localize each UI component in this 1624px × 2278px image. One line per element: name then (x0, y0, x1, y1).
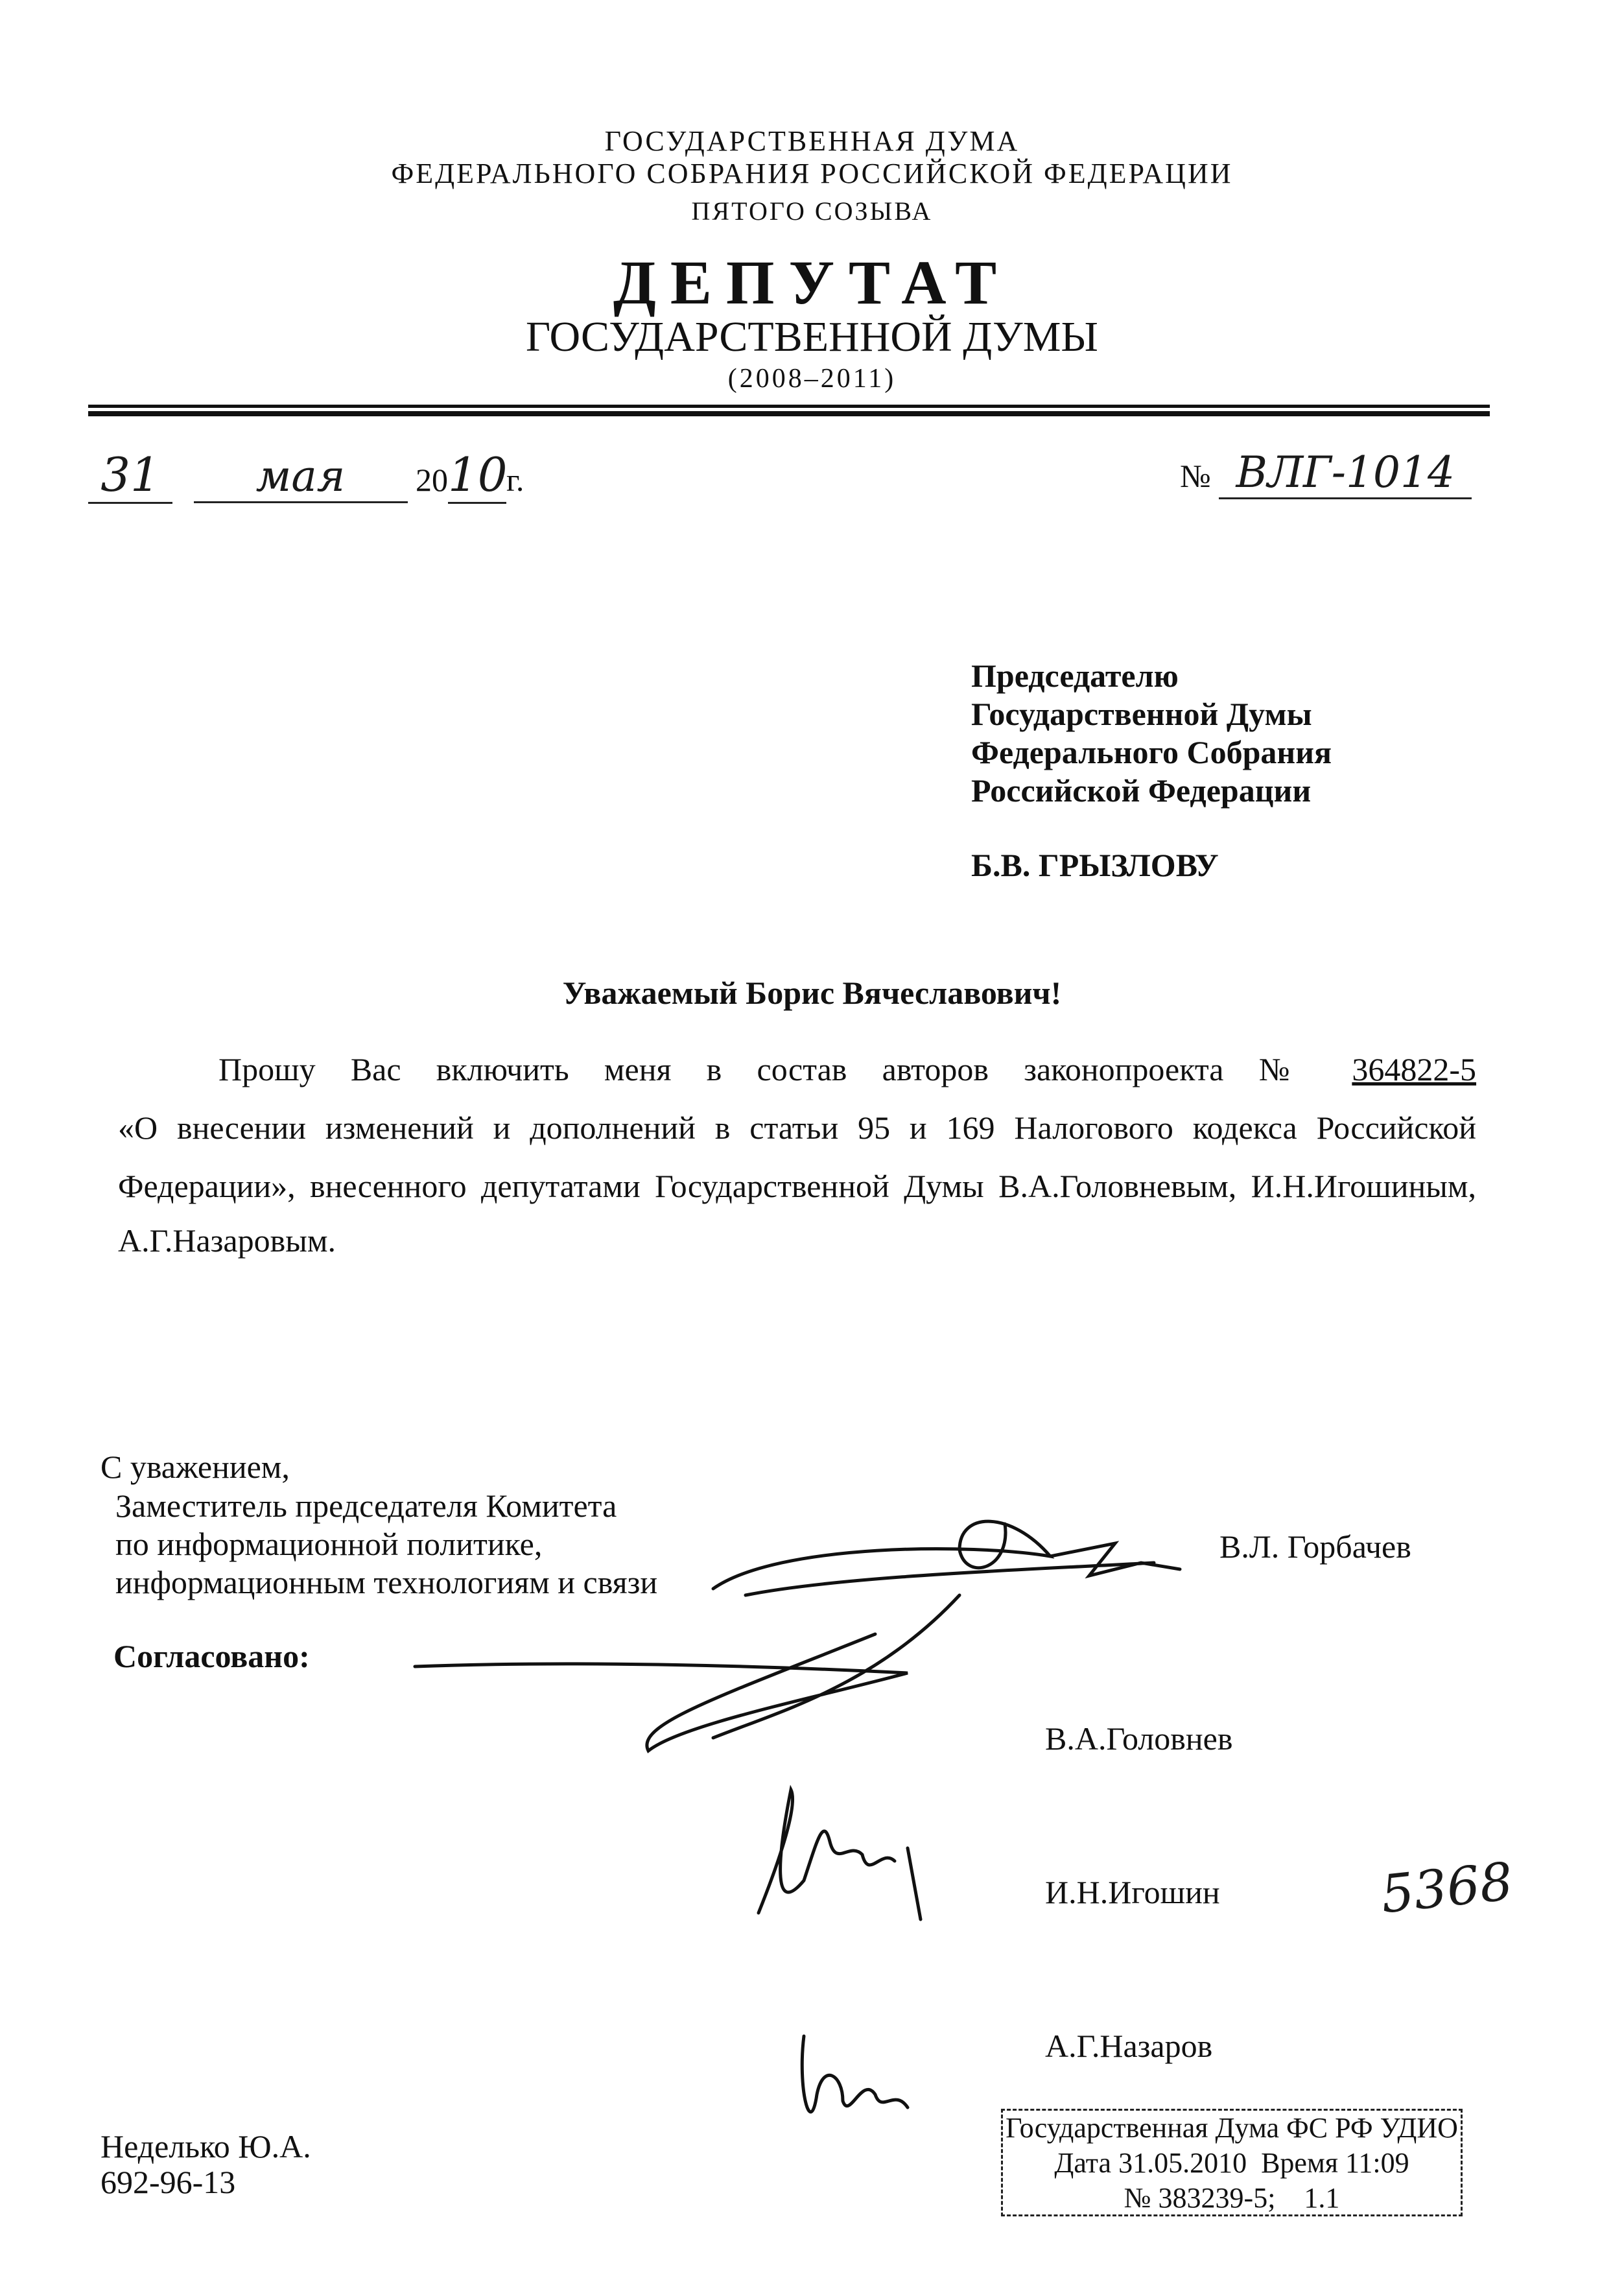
signature-gorbachev (713, 1521, 1180, 1595)
stamp-line2 (1003, 2146, 1461, 2181)
cosigner-golovnev: В.А.Головнев (1045, 1720, 1233, 1757)
signer-name: В.Л. Горбачев (1219, 1528, 1411, 1565)
stamp-date-label: Дата (1054, 2147, 1112, 2179)
stamp-line3 (1003, 2181, 1461, 2216)
stamp-copy: 1.1 (1304, 2182, 1340, 2214)
position-line: по информационной политике, (115, 1526, 543, 1562)
stamp-time-label: Время (1261, 2147, 1339, 2179)
cosigner-igoshin: И.Н.Игошин (1045, 1874, 1220, 1910)
regards: С уважением, (100, 1449, 290, 1485)
cosigner-nazarov: А.Г.Назаров (1045, 2028, 1213, 2064)
letterhead-subtitle: ГОСУДАРСТВЕННОЙ ДУМЫ (525, 313, 1098, 361)
word: Прошу (218, 1051, 316, 1087)
stamp-date: 31.05.2010 (1118, 2147, 1247, 2179)
position-line: Заместитель председателя Комитета (115, 1488, 617, 1524)
date-year-mark: г. (506, 462, 524, 498)
letterhead-line3: ПЯТОГО СОЗЫВА (691, 196, 933, 226)
word: включить (436, 1051, 569, 1087)
addressee-line: Федерального Собрания (971, 734, 1332, 770)
agreed-label: Согласовано: (113, 1638, 310, 1674)
word: Вас (350, 1051, 401, 1087)
word: законопроекта (1024, 1051, 1224, 1087)
stamp-time: 11:09 (1345, 2147, 1409, 2179)
bill-number: 364822-5 (1352, 1051, 1477, 1087)
number-label: № (1180, 458, 1211, 494)
addressee-line: Председателю (971, 658, 1179, 694)
handwritten-number: 5368 (1378, 1851, 1516, 1925)
date-year-suffix: 10 (448, 447, 506, 504)
word: меня (604, 1051, 672, 1087)
letterhead-term: (2008–2011) (727, 364, 897, 394)
letterhead-line2: ФЕДЕРАЛЬНОГО СОБРАНИЯ РОССИЙСКОЙ ФЕДЕРАЦИИ (391, 158, 1233, 189)
word: в (706, 1051, 722, 1087)
word: состав (757, 1051, 847, 1087)
signature-golovnev (415, 1595, 959, 1751)
position-line: информационным технологиям и связи (115, 1564, 658, 1600)
body-line-3: Федерации», внесенного депутатами Государственной Думы В.А.Головневым, И.Н.Игошиным, (118, 1168, 1476, 1204)
body-line-4: А.Г.Назаровым. (118, 1222, 336, 1259)
greeting: Уважаемый Борис Вячеславович! (562, 975, 1062, 1011)
addressee-line: Государственной Думы (971, 696, 1312, 732)
body-line-2: «О внесении изменений и дополнений в статьи 95 и 169 Налогового кодекса Российской (118, 1109, 1476, 1146)
letterhead-title: ДЕПУТАТ (613, 248, 1011, 317)
word: № (1258, 1051, 1317, 1087)
registration-stamp (1001, 2109, 1463, 2216)
date-day: 31 (88, 447, 172, 504)
addressee-line: Российской Федерации (971, 772, 1312, 809)
executor-name: Неделько Ю.А. (100, 2128, 311, 2165)
addressee-name: Б.В. ГРЫЗЛОВУ (971, 847, 1219, 883)
letterhead-line1: ГОСУДАРСТВЕННАЯ ДУМА (604, 125, 1020, 157)
executor-phone: 692-96-13 (100, 2164, 236, 2200)
word: авторов (882, 1051, 989, 1087)
outgoing-number: ВЛГ-1014 (1219, 447, 1472, 499)
stamp-number: № 383239-5; (1124, 2182, 1276, 2214)
signature-nazarov (802, 2036, 908, 2112)
stamp-line1: Государственная Дума ФС РФ УДИО (1006, 2112, 1458, 2144)
signature-igoshin (759, 1790, 921, 1919)
date-month: мая (194, 451, 408, 503)
date-year-prefix: 20 (416, 462, 448, 498)
